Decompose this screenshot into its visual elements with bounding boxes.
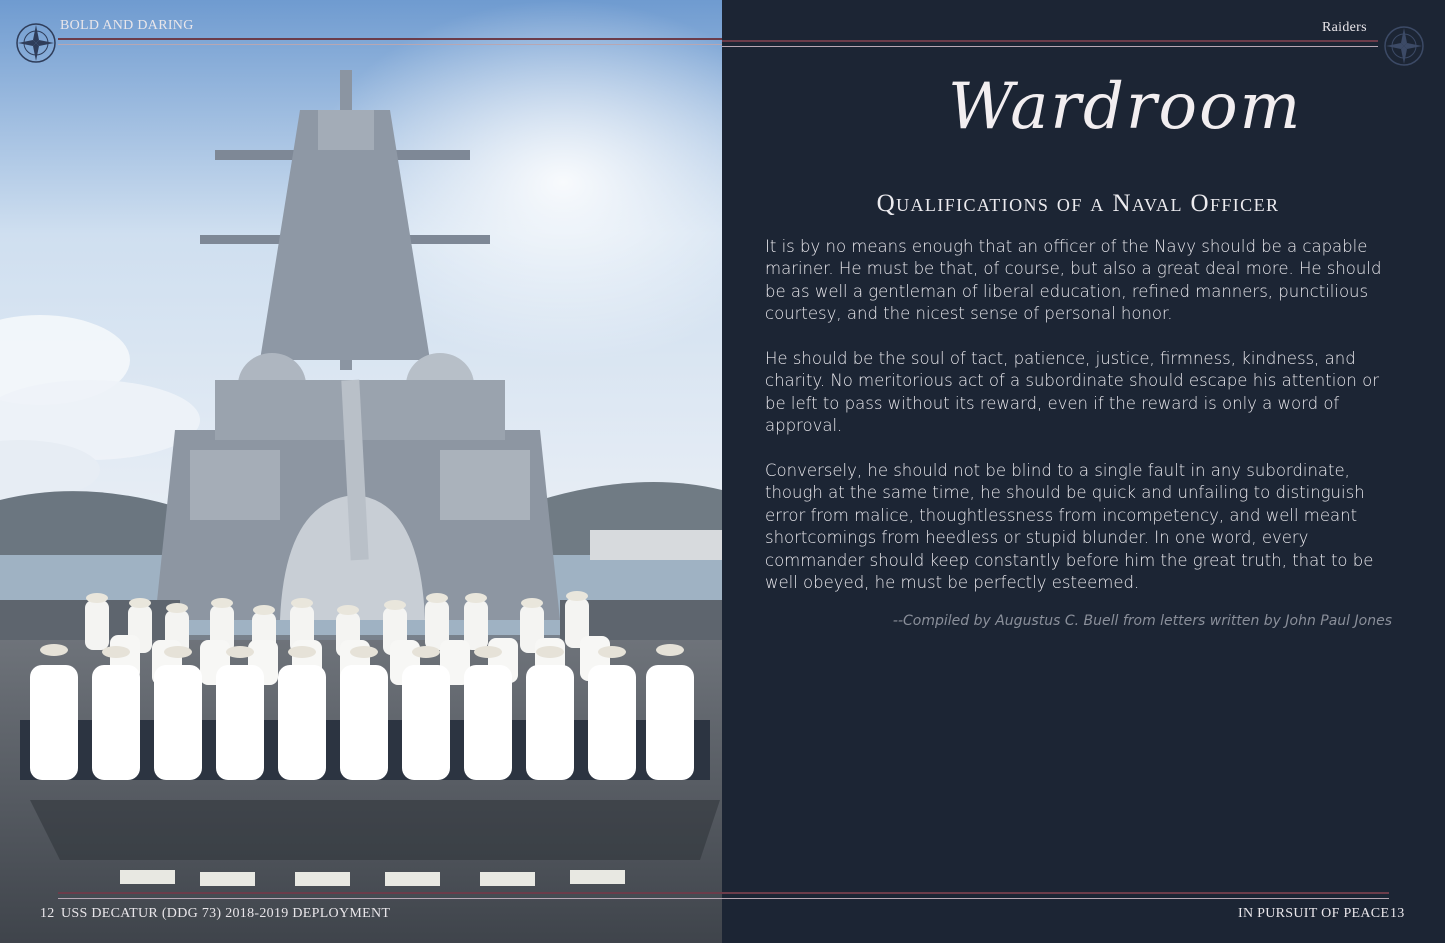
compass-rose-icon xyxy=(15,22,57,64)
left-page xyxy=(0,0,722,943)
footer-rule-left-thin xyxy=(58,898,722,899)
footer-rule-right-thin xyxy=(722,898,1389,899)
page-title: Wardroom xyxy=(948,70,1303,144)
footer-rule-left xyxy=(58,892,722,894)
paragraph: He should be the soul of tact, patience, justice, firmness, kindness, and charity. No meritorious act of a subordinate should escape his attention or be left to pass without its reward, even if the reward is only a word of approval. xyxy=(765,349,1379,436)
article-body xyxy=(765,236,1397,617)
compass-rose-icon xyxy=(1383,25,1425,67)
right-page-number: 13 xyxy=(1390,906,1405,921)
header-rule-right xyxy=(722,40,1378,42)
left-page-number: 12 xyxy=(40,906,55,921)
header-rule-right-thin xyxy=(722,46,1378,47)
right-footer-text: IN PURSUIT OF PEACE xyxy=(1238,906,1390,921)
header-rule-left xyxy=(58,38,722,40)
ship-wardroom-photo xyxy=(0,0,722,943)
right-header-text: Raiders xyxy=(1322,20,1367,35)
paragraph: It is by no means enough that an officer of the Navy should be a capable mariner. He must be that, of course, but also a great deal more. He should be as well a gentleman of liberal education, refined manners, punctilious courtesy, and the nicest sense of personal honor. xyxy=(765,237,1382,324)
header-rule-left-thin xyxy=(58,44,722,45)
section-subtitle: Qualifications of a Naval Officer xyxy=(876,190,1280,217)
paragraph: Conversely, he should not be blind to a single fault in any subordinate, though at the same time, he should be quick and unfailing to distinguish error from malice, thoughtlessness from incompetency, and well meant shortcomings from heedless or stupid blunder. In one word, every commander should keep constantly before him the great truth, that to be well obeyed, he must be perfectly esteemed. xyxy=(765,461,1374,593)
left-footer-text: USS DECATUR (DDG 73) 2018-2019 DEPLOYMENT xyxy=(61,906,391,921)
footer-rule-right xyxy=(722,892,1389,894)
left-header-text: BOLD AND DARING xyxy=(60,18,194,33)
quote-attribution: --Compiled by Augustus C. Buell from letters written by John Paul Jones xyxy=(892,613,1392,629)
